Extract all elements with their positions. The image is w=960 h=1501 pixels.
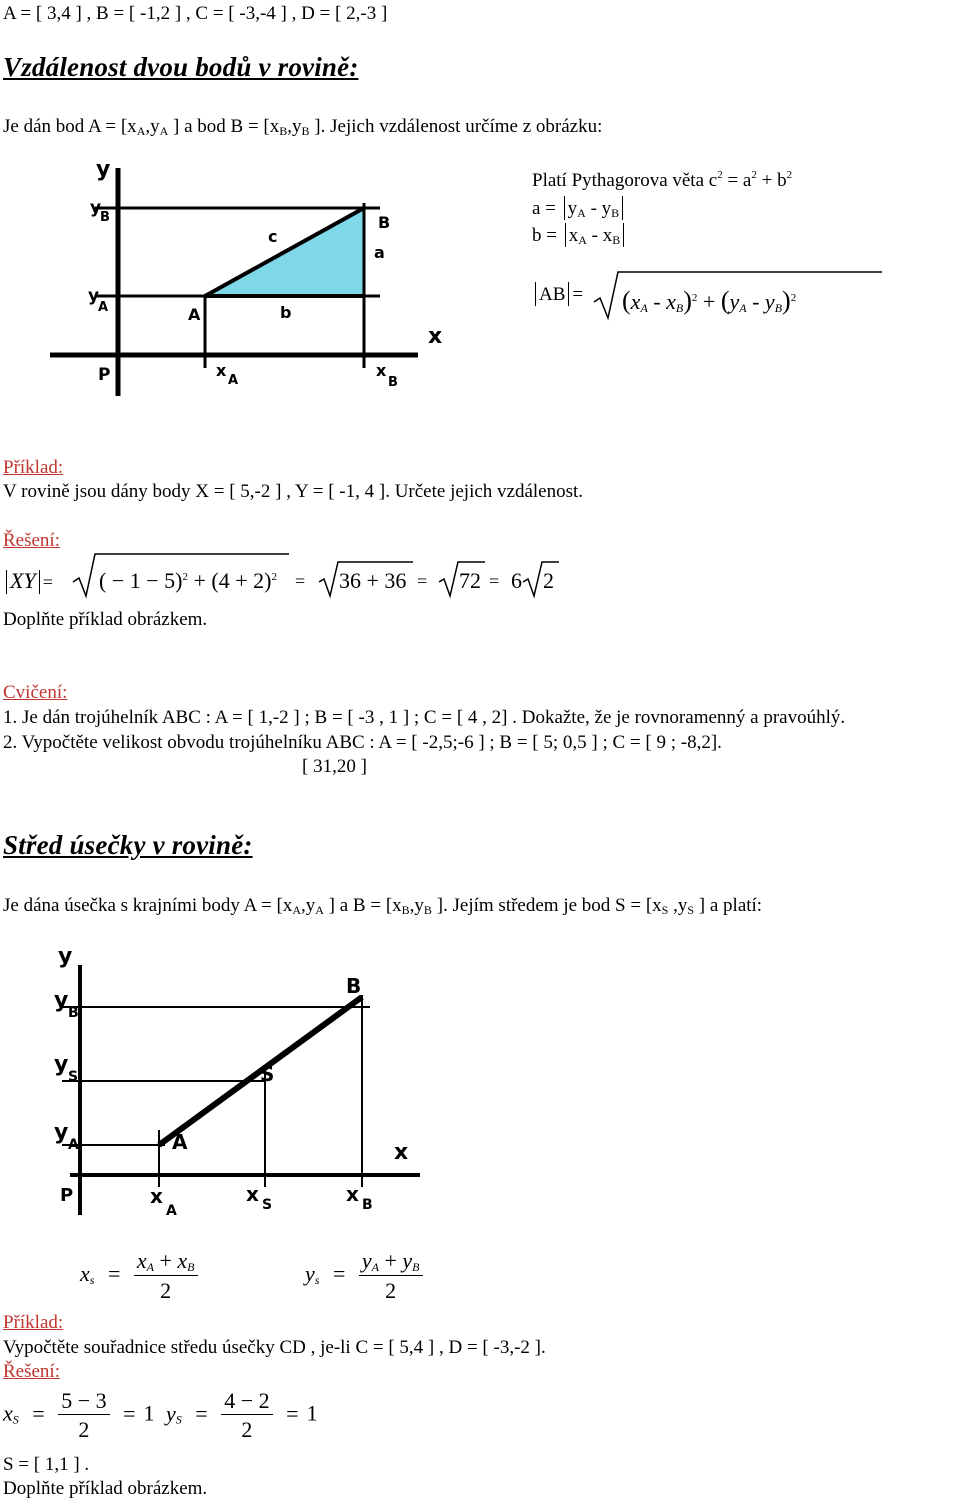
- fig1-origin-P: P: [98, 365, 111, 385]
- b-definition: $b = x_A - x_B$: [532, 223, 627, 247]
- svg-text:A: A: [68, 1137, 79, 1153]
- svg-text:S: S: [262, 1197, 273, 1213]
- fig2-origin-P: P: [60, 1185, 74, 1206]
- exercise-label: Cvičení:: [3, 682, 68, 703]
- fig2-yA-label: y: [54, 1120, 69, 1145]
- pythagoras-statement: Platí Pythagorova věta $c^2 = a^2 + b^2$: [532, 169, 793, 191]
- svg-text:A: A: [166, 1203, 177, 1219]
- midpoint-figure: [40, 935, 420, 1225]
- exercise-answer: [ 31,20 ]: [302, 756, 367, 777]
- svg-text:A: A: [98, 300, 109, 315]
- fig1-xA-label: x: [216, 361, 227, 380]
- fig1-xB-label: x: [376, 361, 387, 380]
- fig1-yB-label: y: [90, 198, 102, 218]
- midpoint-formula-x: $x_s$ = $\frac{x_A + x_B}{2}$: [80, 1250, 198, 1302]
- solution2-result: S = [ 1,1 ] .: [3, 1454, 90, 1475]
- svg-text:B: B: [388, 375, 398, 390]
- fig2-yB-label: y: [54, 988, 69, 1013]
- fig1-point-B: B: [378, 213, 391, 232]
- solution1-label: Řešení:: [3, 530, 60, 551]
- solution2-formula: $x_S$ = $\frac{5 - 3}{2}$ = 1 $y_S$ = $\frac{4 - 2}{2}$ = 1: [3, 1388, 318, 1442]
- fig1-point-A: A: [188, 305, 201, 324]
- example2-text: Vypočtěte souřadnice středu úsečky CD , je-li C = [ 5,4 ] , D = [ -3,-2 ].: [3, 1337, 546, 1358]
- svg-text:B: B: [100, 210, 110, 225]
- fig2-axis-y-label: y: [58, 944, 73, 969]
- section-heading-distance: Vzdálenost dvou bodů v rovině:: [3, 52, 359, 82]
- fig2-axis-x-label: x: [394, 1140, 409, 1165]
- fig2-xB-label: x: [346, 1182, 359, 1206]
- solution2-note: Doplňte příklad obrázkem.: [3, 1478, 208, 1499]
- fig1-side-a: a: [374, 243, 385, 262]
- fig2-yS-label: y: [54, 1052, 69, 1077]
- top-points-line: A = [ 3,4 ] , B = [ -1,2 ] , C = [ -3,-4 ] , D = [ 2,-3 ]: [3, 3, 388, 24]
- svg-text:B: B: [68, 1005, 79, 1021]
- solution1-note: Doplňte příklad obrázkem.: [3, 609, 208, 630]
- distance-figure: [40, 148, 460, 398]
- a-definition: $a = y_A - y_B$: [532, 196, 626, 220]
- exercise-item-1: 1. Je dán trojúhelník ABC : A = [ 1,-2 ] ; B = [ -3 , 1 ] ; C = [ 4 , 2] . Dokažte, že je rovnoramenný a pravoúhlý.: [3, 707, 846, 728]
- svg-text:A: A: [228, 373, 239, 388]
- fig1-axis-y-label: y: [96, 157, 111, 182]
- exercise-item-2: 2. Vypočtěte velikost obvodu trojúhelníku ABC : A = [ -2,5;-6 ] ; B = [ 5; 0,5 ] ; C = [ 9 ; -8,2].: [3, 732, 722, 753]
- fig1-axis-x-label: x: [428, 324, 443, 349]
- fig1-side-b: b: [280, 303, 292, 322]
- example1-label: Příklad:: [3, 457, 64, 478]
- fig2-xA-label: x: [150, 1184, 163, 1208]
- solution2-label: Řešení:: [3, 1361, 60, 1382]
- fig1-side-c: c: [268, 227, 278, 246]
- fig2-point-A: A: [172, 1130, 188, 1154]
- distance-intro: Je dán bod $A = [x_A,y_A$ ] a bod $B = [x_B,y_B$ ]. Jejich vzdálenost určíme z obrázku:: [3, 116, 603, 138]
- fig2-point-S: S: [260, 1062, 275, 1086]
- midpoint-intro: Je dána úsečka s krajními body $A = [x_A,y_A$ ] a $B = [x_B,y_B$ ]. Jejím středem je bod $S = [x_S$ $,y_S$ ] a platí:: [3, 895, 763, 917]
- fig2-xS-label: x: [246, 1182, 259, 1206]
- section-heading-midpoint: Střed úsečky v rovině:: [3, 830, 253, 860]
- svg-text:S: S: [68, 1069, 79, 1085]
- example1-text: V rovině jsou dány body X = [ 5,-2 ] , Y = [ -1, 4 ]. Určete jejich vzdálenost.: [3, 481, 584, 502]
- svg-text:B: B: [362, 1197, 373, 1213]
- solution1-formula: XY = ( − $1 - 5)^2 + (4 + 2)^2$ = 36 + 36 = 72 = 6 2: [3, 552, 603, 602]
- distance-formula: AB = $(x_A - x_B)^2 + (y_A - y_B)^2$: [532, 268, 892, 324]
- fig2-point-B: B: [346, 974, 362, 998]
- midpoint-formula-y: $y_s$ = $\frac{y_A + y_B}{2}$: [305, 1250, 423, 1302]
- example2-label: Příklad:: [3, 1312, 64, 1333]
- fig1-yA-label: y: [88, 286, 100, 306]
